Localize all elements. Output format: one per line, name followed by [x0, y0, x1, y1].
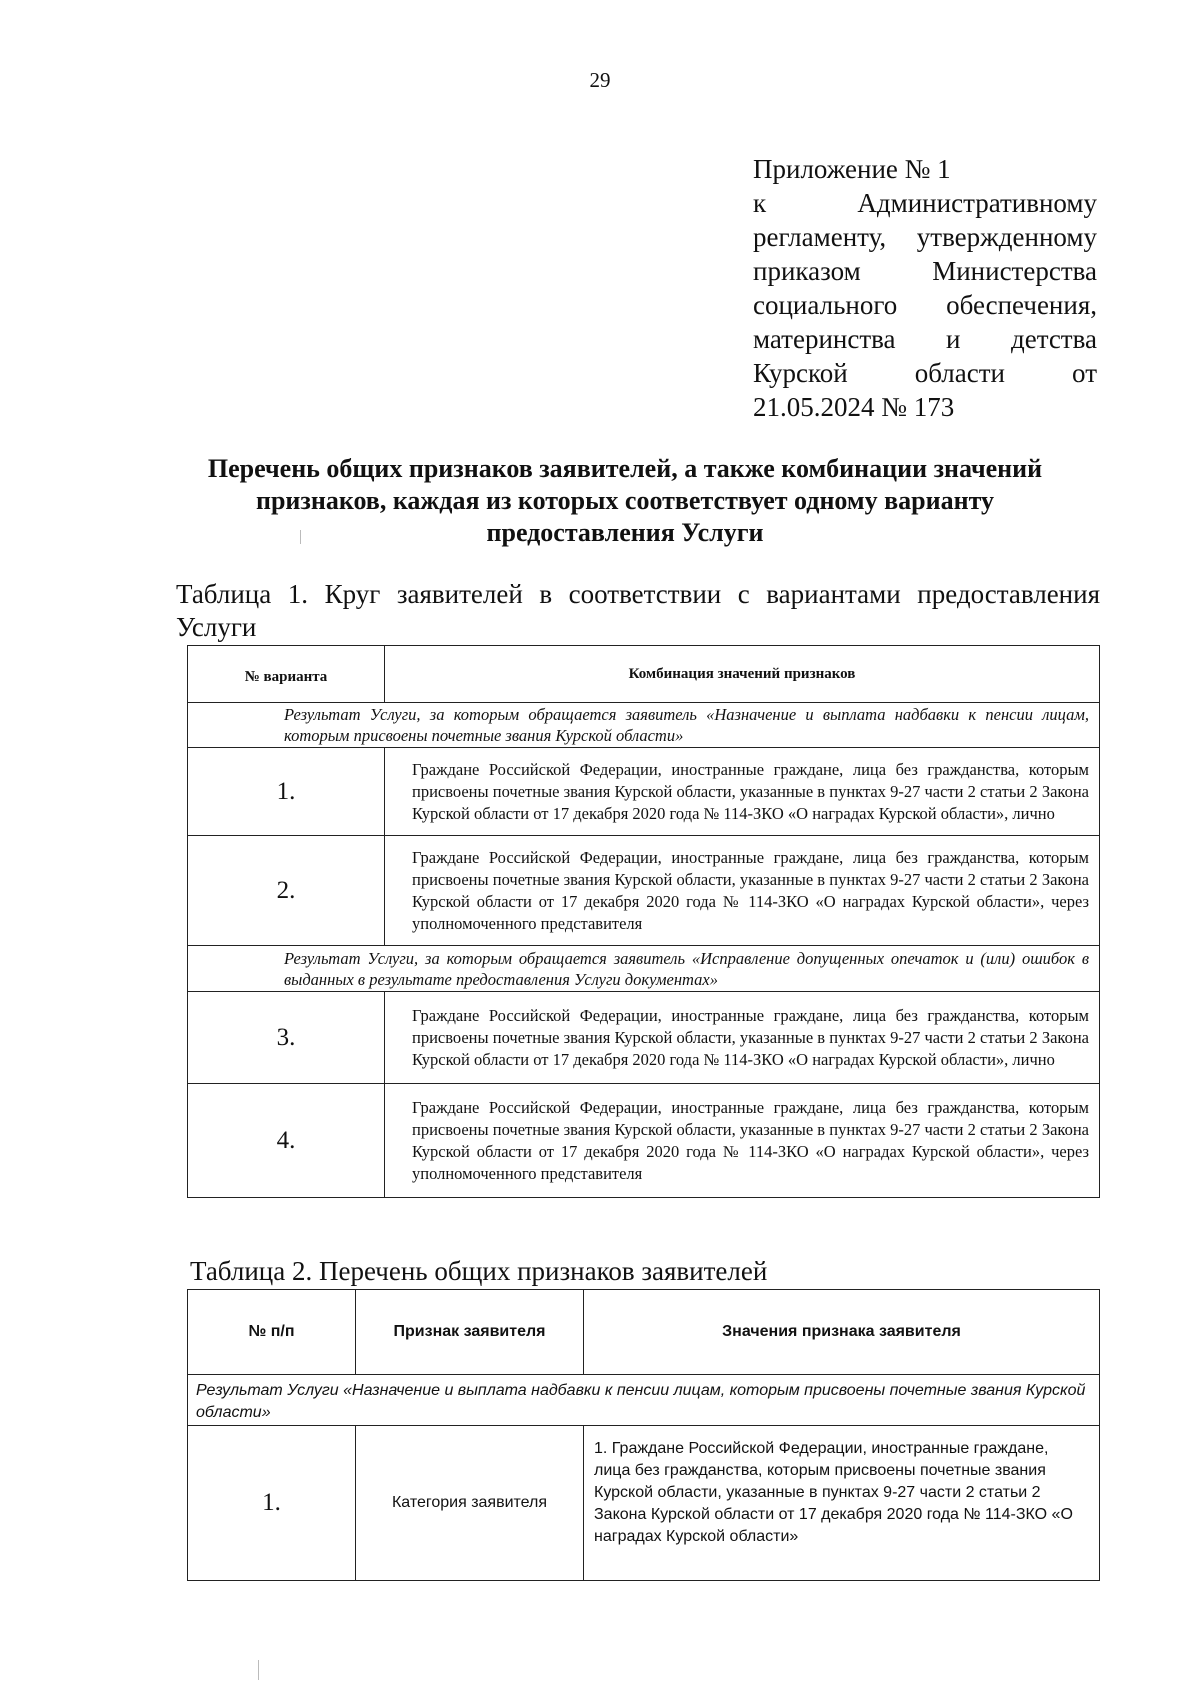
appendix-block [753, 152, 1097, 424]
table1-combination-cell: Граждане Российской Федерации, иностранные граждане, лица без гражданства, которым присвоены почетные звания Курской области, указанные в пунктах 9-27 части 2 статьи 2 Закона Курской области от 17 декабря 2020 года № 114-ЗКО «О наградах Курской области», лично [385, 748, 1100, 836]
document-title [150, 453, 1100, 549]
table2-result-row: Результат Услуги «Назначение и выплата надбавки к пенсии лицам, которым присвоены почетные звания Курской области» [188, 1375, 1100, 1426]
table1-combination-cell: Граждане Российской Федерации, иностранные граждане, лица без гражданства, которым присвоены почетные звания Курской области, указанные в пунктах 9-27 части 2 статьи 2 Закона Курской области от 17 декабря 2020 года № 114-ЗКО «О наградах Курской области», через уполномоченного представителя [385, 1084, 1100, 1198]
table1-combination-cell: Граждане Российской Федерации, иностранные граждане, лица без гражданства, которым присвоены почетные звания Курской области, указанные в пунктах 9-27 части 2 статьи 2 Закона Курской области от 17 декабря 2020 года № 114-ЗКО «О наградах Курской области», через уполномоченного представителя [385, 836, 1100, 946]
table1-combination-cell: Граждане Российской Федерации, иностранные граждане, лица без гражданства, которым присвоены почетные звания Курской области, указанные в пунктах 9-27 части 2 статьи 2 Закона Курской области от 17 декабря 2020 года № 114-ЗКО «О наградах Курской области», лично [385, 992, 1100, 1084]
appendix-line: Курской области от [753, 358, 1097, 388]
table1-variant-cell: 3. [188, 992, 385, 1084]
table2-header-num: № п/п [188, 1290, 356, 1375]
appendix-line: 21.05.2024 № 173 [753, 392, 955, 422]
appendix-line: к Административному [753, 188, 1097, 218]
appendix-line: регламенту, утвержденному [753, 222, 1097, 252]
table1-caption: Таблица 1. Круг заявителей в соответствии с вариантами предоставления Услуги [176, 579, 1100, 642]
table2-header-sign: Признак заявителя [356, 1290, 584, 1375]
table1-result-row: Результат Услуги, за которым обращается заявитель «Исправление допущенных опечаток и (или) ошибок в выданных в результате предоставления Услуги документах» [188, 946, 1100, 992]
table1-variant-cell: 4. [188, 1084, 385, 1198]
table1-result-row: Результат Услуги, за которым обращается заявитель «Назначение и выплата надбавки к пенсии лицам, которым присвоены почетные звания Курской области» [188, 703, 1100, 748]
page-number: 29 [589, 68, 611, 92]
table2 [187, 1289, 1100, 1581]
scan-artifact [258, 1660, 259, 1680]
title-line: Перечень общих признаков заявителей, а также комбинации значений [207, 454, 1043, 483]
table2-caption: Таблица 2. Перечень общих признаков заявителей [190, 1256, 768, 1286]
title-line: признаков, каждая из которых соответствует одному варианту [255, 486, 995, 515]
appendix-line: Приложение № 1 [753, 154, 951, 184]
scan-artifact [300, 530, 301, 544]
table2-sign-cell: Категория заявителя [356, 1426, 584, 1581]
header-text: № варианта [244, 669, 328, 685]
table1-variant-cell: 1. [188, 748, 385, 836]
table2-num-cell: 1. [188, 1426, 356, 1581]
table1 [187, 645, 1100, 1198]
table1-variant-cell: 2. [188, 836, 385, 946]
table1-header-variant [188, 646, 385, 703]
title-line: предоставления Услуги [486, 518, 764, 547]
appendix-line: приказом Министерства [753, 256, 1097, 286]
table2-header-values: Значения признака заявителя [584, 1290, 1100, 1375]
appendix-line: социального обеспечения, [753, 290, 1097, 320]
appendix-line: материнства и детства [753, 324, 1097, 354]
table1-header-combination: Комбинация значений признаков [385, 646, 1100, 703]
table2-value-cell: 1. Граждане Российской Федерации, иностранные граждане, лица без гражданства, которым присвоены почетные звания Курской области, указанные в пунктах 9-27 части 2 статьи 2 Закона Курской области от 17 декабря 2020 года № 114-ЗКО «О наградах Курской области» [584, 1426, 1100, 1581]
